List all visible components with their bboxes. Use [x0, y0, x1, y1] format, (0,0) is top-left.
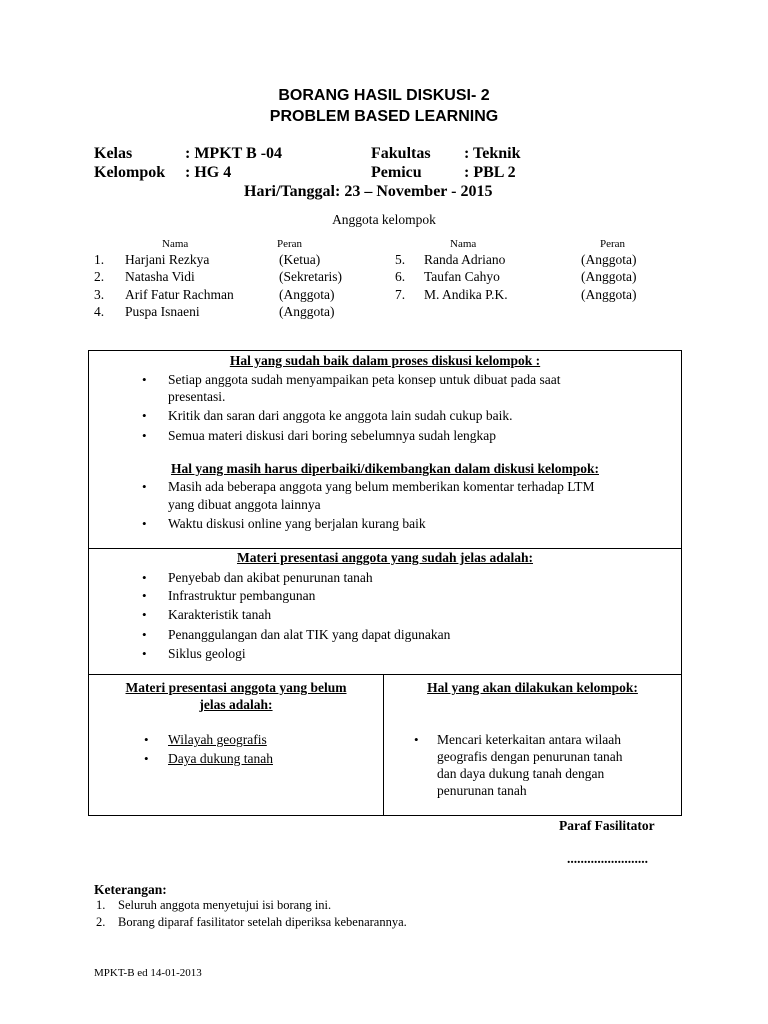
next-action-line: geografis dengan penurunan tanah [437, 749, 623, 764]
good-item-2: Kritik dan saran dari anggota ke anggota lain sudah cukup baik. [168, 408, 513, 423]
note-no: 2. [96, 915, 106, 929]
member-name: Natasha Vidi [125, 269, 195, 284]
bullet-icon: • [144, 751, 149, 766]
members-heading: Anggota kelompok [332, 212, 436, 227]
member-no: 6. [395, 269, 406, 284]
note-text: Borang diparaf fasilitator setelah diperiksa kebenarannya. [118, 915, 407, 929]
next-action-line: Mencari keterkaitan antara wilaah [437, 732, 622, 747]
member-name: Randa Adriano [424, 252, 506, 267]
unclear-item: Wilayah geografis [168, 732, 267, 747]
hari-tanggal: Hari/Tanggal: 23 – November - 2015 [244, 183, 493, 200]
kelas-label: Kelas [94, 145, 133, 162]
member-role: (Anggota) [581, 269, 637, 284]
bullet-icon: • [142, 372, 147, 387]
col-nama-right: Nama [450, 238, 477, 250]
form-title-line1: BORANG HASIL DISKUSI- 2 [278, 87, 490, 104]
bullet-icon: • [142, 428, 147, 443]
pemicu-label: Pemicu [371, 164, 422, 181]
good-item-1-line2: presentasi. [168, 389, 226, 404]
member-no: 7. [395, 287, 406, 302]
member-no: 4. [94, 304, 105, 319]
member-name: Arif Fatur Rachman [125, 287, 234, 302]
footer-version: MPKT-B ed 14-01-2013 [94, 967, 202, 979]
section-improve-heading: Hal yang masih harus diperbaiki/dikembangkan dalam diskusi kelompok: [170, 461, 599, 476]
next-action-line: penurunan tanah [437, 783, 527, 798]
member-role: (Anggota) [581, 287, 637, 302]
section-clear-heading: Materi presentasi anggota yang sudah jelas adalah: [236, 550, 534, 565]
member-role: (Anggota) [279, 287, 335, 302]
unclear-item: Daya dukung tanah [168, 751, 273, 766]
bullet-icon: • [142, 607, 147, 622]
improve-item-2: Waktu diskusi online yang berjalan kurang baik [168, 516, 426, 531]
pemicu-value: : PBL 2 [464, 164, 516, 181]
improve-item-1-line1: Masih ada beberapa anggota yang belum memberikan komentar terhadap LTM [168, 479, 595, 494]
signature-label: Paraf Fasilitator [559, 818, 655, 833]
bullet-icon: • [142, 479, 147, 494]
note-no: 1. [96, 898, 106, 912]
member-no: 1. [94, 252, 105, 267]
member-no: 3. [94, 287, 105, 302]
col-peran-right: Peran [600, 238, 626, 250]
member-role: (Ketua) [279, 252, 321, 267]
kelompok-value: : HG 4 [185, 164, 232, 181]
bullet-icon: • [144, 732, 149, 747]
improve-item-1-line2: yang dibuat anggota lainnya [168, 497, 321, 512]
clear-item: Penanggulangan dan alat TIK yang dapat digunakan [168, 627, 451, 642]
kelas-value: : MPKT B -04 [185, 145, 283, 162]
member-no: 2. [94, 269, 105, 284]
bullet-icon: • [142, 516, 147, 531]
clear-item: Penyebab dan akibat penurunan tanah [168, 570, 373, 585]
form-title-line2: PROBLEM BASED LEARNING [269, 108, 499, 125]
member-name: Harjani Rezkya [125, 252, 210, 267]
next-actions-heading: Hal yang akan dilakukan kelompok: [427, 680, 638, 695]
good-item-3: Semua materi diskusi dari boring sebelumnya sudah lengkap [168, 428, 497, 443]
member-no: 5. [395, 252, 406, 267]
clear-item: Infrastruktur pembangunan [168, 588, 316, 603]
unclear-heading-line1: Materi presentasi anggota yang belum [125, 680, 347, 695]
bullet-icon: • [142, 408, 147, 423]
unclear-heading-line2: jelas adalah: [199, 697, 273, 712]
notes-heading: Keterangan: [94, 882, 167, 897]
col-peran-left: Peran [277, 238, 303, 250]
bullet-icon: • [142, 588, 147, 603]
section-good-heading: Hal yang sudah baik dalam proses diskusi kelompok : [229, 353, 541, 368]
clear-item: Karakteristik tanah [168, 607, 272, 622]
member-name: Puspa Isnaeni [125, 304, 200, 319]
next-action-line: dan daya dukung tanah dengan [437, 766, 605, 781]
kelompok-label: Kelompok [94, 164, 166, 181]
fakultas-label: Fakultas [371, 145, 431, 162]
clear-item: Siklus geologi [168, 646, 246, 661]
note-text: Seluruh anggota menyetujui isi borang ini. [118, 898, 332, 912]
member-name: M. Andika P.K. [424, 287, 508, 302]
member-role: (Anggota) [581, 252, 637, 267]
member-name: Taufan Cahyo [424, 269, 500, 284]
member-role: (Anggota) [279, 304, 335, 319]
bullet-icon: • [414, 732, 419, 747]
bullet-icon: • [142, 570, 147, 585]
col-nama-left: Nama [162, 238, 189, 250]
good-item-1-line1: Setiap anggota sudah menyampaikan peta konsep untuk dibuat pada saat [168, 372, 561, 387]
signature-line: ........................ [567, 851, 648, 866]
bullet-icon: • [142, 627, 147, 642]
member-role: (Sekretaris) [279, 269, 342, 284]
bullet-icon: • [142, 646, 147, 661]
fakultas-value: : Teknik [464, 145, 521, 162]
